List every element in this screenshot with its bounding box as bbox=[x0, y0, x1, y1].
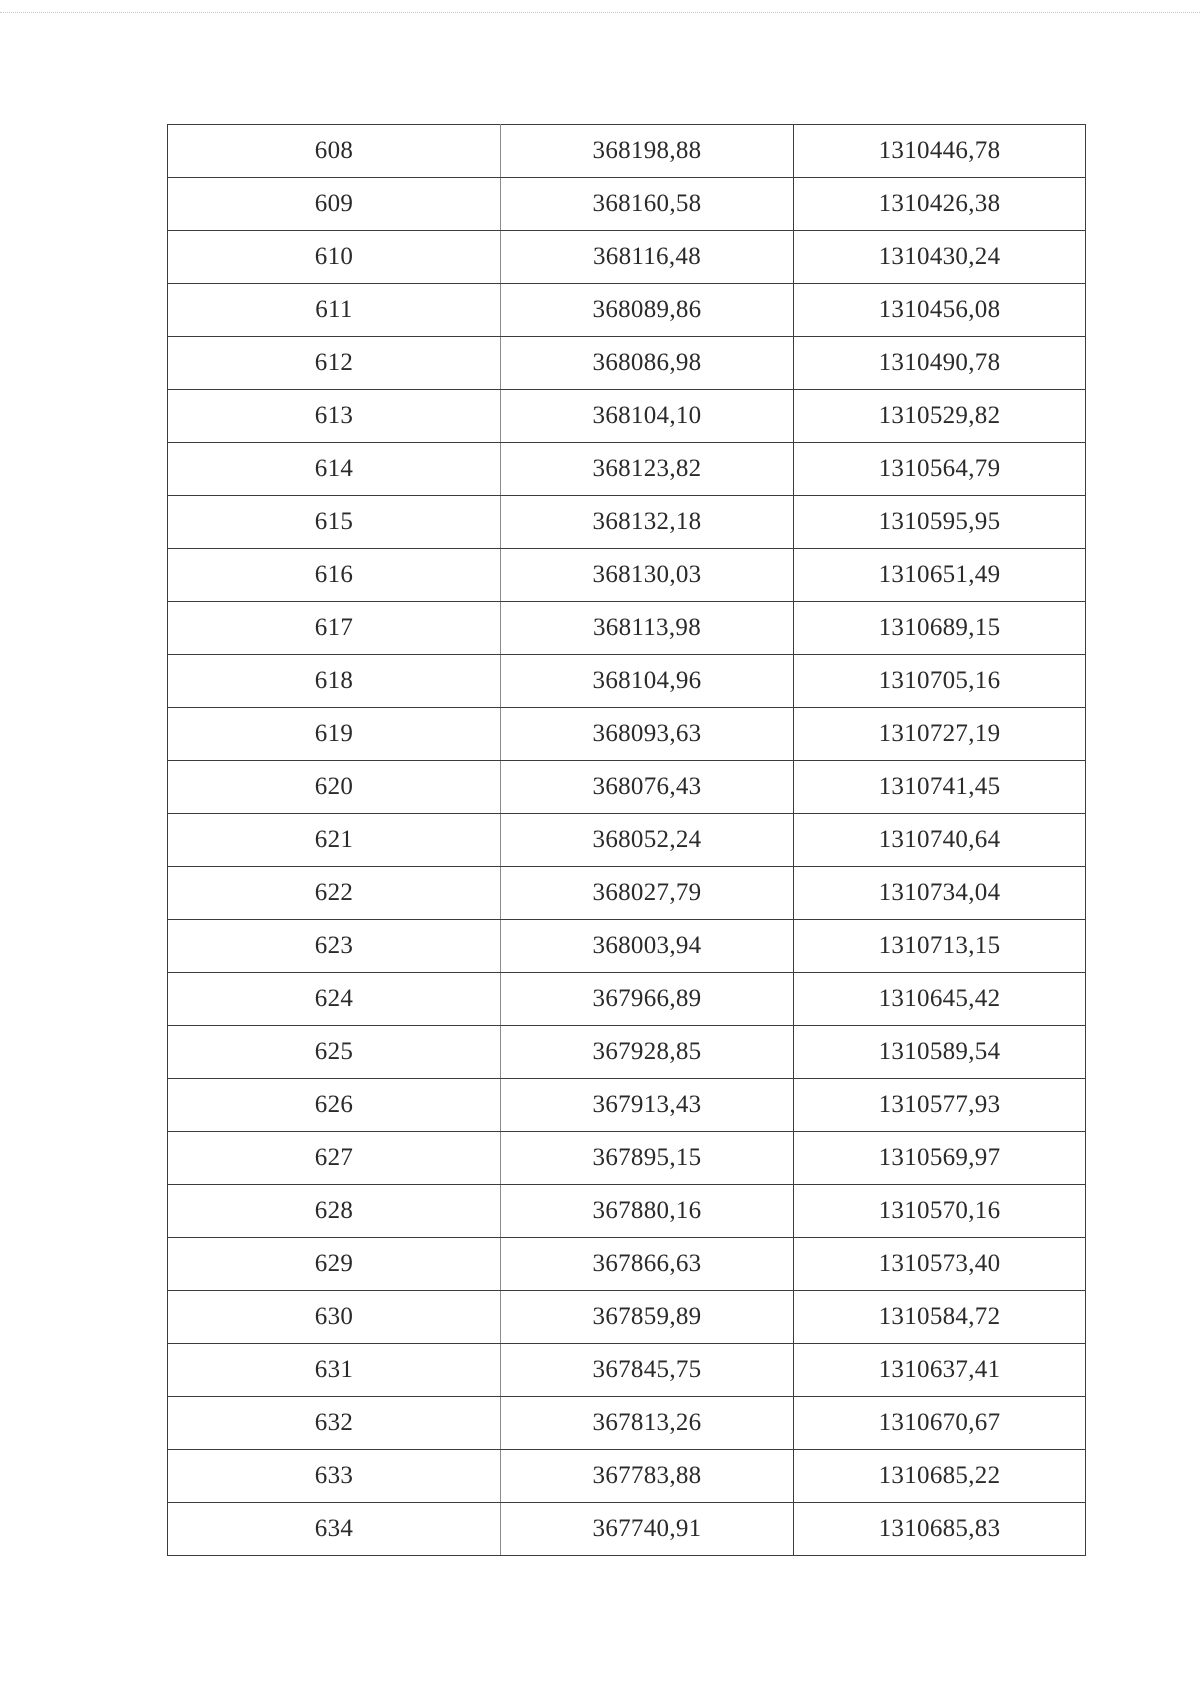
scan-edge-line bbox=[0, 12, 1200, 13]
y-coordinate-cell: 1310670,67 bbox=[794, 1397, 1086, 1450]
x-coordinate-cell: 368003,94 bbox=[501, 920, 794, 973]
table-row bbox=[168, 867, 1086, 920]
table-row bbox=[168, 655, 1086, 708]
x-coordinate-cell: 368132,18 bbox=[501, 496, 794, 549]
point-number-cell: 619 bbox=[168, 708, 501, 761]
x-coordinate-cell: 367928,85 bbox=[501, 1026, 794, 1079]
y-coordinate-cell: 1310713,15 bbox=[794, 920, 1086, 973]
x-coordinate-cell: 368113,98 bbox=[501, 602, 794, 655]
table-row bbox=[168, 1344, 1086, 1397]
x-coordinate-cell: 368086,98 bbox=[501, 337, 794, 390]
point-number-cell: 634 bbox=[168, 1503, 501, 1556]
x-coordinate-cell: 368104,10 bbox=[501, 390, 794, 443]
point-number-cell: 627 bbox=[168, 1132, 501, 1185]
y-coordinate-cell: 1310705,16 bbox=[794, 655, 1086, 708]
table-row bbox=[168, 549, 1086, 602]
table-row bbox=[168, 1291, 1086, 1344]
point-number-cell: 615 bbox=[168, 496, 501, 549]
y-coordinate-cell: 1310645,42 bbox=[794, 973, 1086, 1026]
y-coordinate-cell: 1310685,22 bbox=[794, 1450, 1086, 1503]
table-row bbox=[168, 1079, 1086, 1132]
point-number-cell: 610 bbox=[168, 231, 501, 284]
point-number-cell: 631 bbox=[168, 1344, 501, 1397]
x-coordinate-cell: 367966,89 bbox=[501, 973, 794, 1026]
point-number-cell: 623 bbox=[168, 920, 501, 973]
table-row bbox=[168, 284, 1086, 337]
table-row bbox=[168, 443, 1086, 496]
point-number-cell: 621 bbox=[168, 814, 501, 867]
point-number-cell: 608 bbox=[168, 125, 501, 178]
table-row bbox=[168, 231, 1086, 284]
table-row bbox=[168, 1185, 1086, 1238]
table-row bbox=[168, 814, 1086, 867]
x-coordinate-cell: 367880,16 bbox=[501, 1185, 794, 1238]
y-coordinate-cell: 1310595,95 bbox=[794, 496, 1086, 549]
y-coordinate-cell: 1310734,04 bbox=[794, 867, 1086, 920]
point-number-cell: 620 bbox=[168, 761, 501, 814]
y-coordinate-cell: 1310426,38 bbox=[794, 178, 1086, 231]
x-coordinate-cell: 368123,82 bbox=[501, 443, 794, 496]
y-coordinate-cell: 1310651,49 bbox=[794, 549, 1086, 602]
x-coordinate-cell: 367866,63 bbox=[501, 1238, 794, 1291]
y-coordinate-cell: 1310741,45 bbox=[794, 761, 1086, 814]
table-row bbox=[168, 390, 1086, 443]
x-coordinate-cell: 368093,63 bbox=[501, 708, 794, 761]
y-coordinate-cell: 1310637,41 bbox=[794, 1344, 1086, 1397]
table-row bbox=[168, 1238, 1086, 1291]
table-row bbox=[168, 178, 1086, 231]
x-coordinate-cell: 367783,88 bbox=[501, 1450, 794, 1503]
y-coordinate-cell: 1310456,08 bbox=[794, 284, 1086, 337]
y-coordinate-cell: 1310584,72 bbox=[794, 1291, 1086, 1344]
point-number-cell: 626 bbox=[168, 1079, 501, 1132]
point-number-cell: 624 bbox=[168, 973, 501, 1026]
y-coordinate-cell: 1310689,15 bbox=[794, 602, 1086, 655]
point-number-cell: 617 bbox=[168, 602, 501, 655]
table-row bbox=[168, 1132, 1086, 1185]
table-row bbox=[168, 1503, 1086, 1556]
point-number-cell: 622 bbox=[168, 867, 501, 920]
y-coordinate-cell: 1310529,82 bbox=[794, 390, 1086, 443]
point-number-cell: 629 bbox=[168, 1238, 501, 1291]
point-number-cell: 611 bbox=[168, 284, 501, 337]
x-coordinate-cell: 367845,75 bbox=[501, 1344, 794, 1397]
table-row bbox=[168, 125, 1086, 178]
x-coordinate-cell: 368089,86 bbox=[501, 284, 794, 337]
y-coordinate-cell: 1310564,79 bbox=[794, 443, 1086, 496]
table-row bbox=[168, 337, 1086, 390]
point-number-cell: 616 bbox=[168, 549, 501, 602]
y-coordinate-cell: 1310569,97 bbox=[794, 1132, 1086, 1185]
x-coordinate-cell: 368198,88 bbox=[501, 125, 794, 178]
y-coordinate-cell: 1310446,78 bbox=[794, 125, 1086, 178]
x-coordinate-cell: 368027,79 bbox=[501, 867, 794, 920]
table-row bbox=[168, 1397, 1086, 1450]
point-number-cell: 632 bbox=[168, 1397, 501, 1450]
coordinates-table bbox=[167, 124, 1086, 1556]
x-coordinate-cell: 368076,43 bbox=[501, 761, 794, 814]
y-coordinate-cell: 1310727,19 bbox=[794, 708, 1086, 761]
table-row bbox=[168, 1450, 1086, 1503]
point-number-cell: 630 bbox=[168, 1291, 501, 1344]
table-row bbox=[168, 708, 1086, 761]
y-coordinate-cell: 1310740,64 bbox=[794, 814, 1086, 867]
point-number-cell: 618 bbox=[168, 655, 501, 708]
point-number-cell: 612 bbox=[168, 337, 501, 390]
x-coordinate-cell: 368052,24 bbox=[501, 814, 794, 867]
y-coordinate-cell: 1310573,40 bbox=[794, 1238, 1086, 1291]
point-number-cell: 613 bbox=[168, 390, 501, 443]
x-coordinate-cell: 368104,96 bbox=[501, 655, 794, 708]
table-row bbox=[168, 973, 1086, 1026]
table-row bbox=[168, 761, 1086, 814]
x-coordinate-cell: 367895,15 bbox=[501, 1132, 794, 1185]
table-row bbox=[168, 602, 1086, 655]
x-coordinate-cell: 368130,03 bbox=[501, 549, 794, 602]
coordinates-table-body bbox=[168, 125, 1086, 1556]
x-coordinate-cell: 367740,91 bbox=[501, 1503, 794, 1556]
y-coordinate-cell: 1310577,93 bbox=[794, 1079, 1086, 1132]
x-coordinate-cell: 367813,26 bbox=[501, 1397, 794, 1450]
point-number-cell: 614 bbox=[168, 443, 501, 496]
point-number-cell: 625 bbox=[168, 1026, 501, 1079]
y-coordinate-cell: 1310490,78 bbox=[794, 337, 1086, 390]
y-coordinate-cell: 1310589,54 bbox=[794, 1026, 1086, 1079]
table-row bbox=[168, 496, 1086, 549]
point-number-cell: 628 bbox=[168, 1185, 501, 1238]
table-row bbox=[168, 920, 1086, 973]
point-number-cell: 609 bbox=[168, 178, 501, 231]
x-coordinate-cell: 368116,48 bbox=[501, 231, 794, 284]
x-coordinate-cell: 367913,43 bbox=[501, 1079, 794, 1132]
y-coordinate-cell: 1310685,83 bbox=[794, 1503, 1086, 1556]
y-coordinate-cell: 1310570,16 bbox=[794, 1185, 1086, 1238]
x-coordinate-cell: 368160,58 bbox=[501, 178, 794, 231]
table-row bbox=[168, 1026, 1086, 1079]
x-coordinate-cell: 367859,89 bbox=[501, 1291, 794, 1344]
point-number-cell: 633 bbox=[168, 1450, 501, 1503]
y-coordinate-cell: 1310430,24 bbox=[794, 231, 1086, 284]
